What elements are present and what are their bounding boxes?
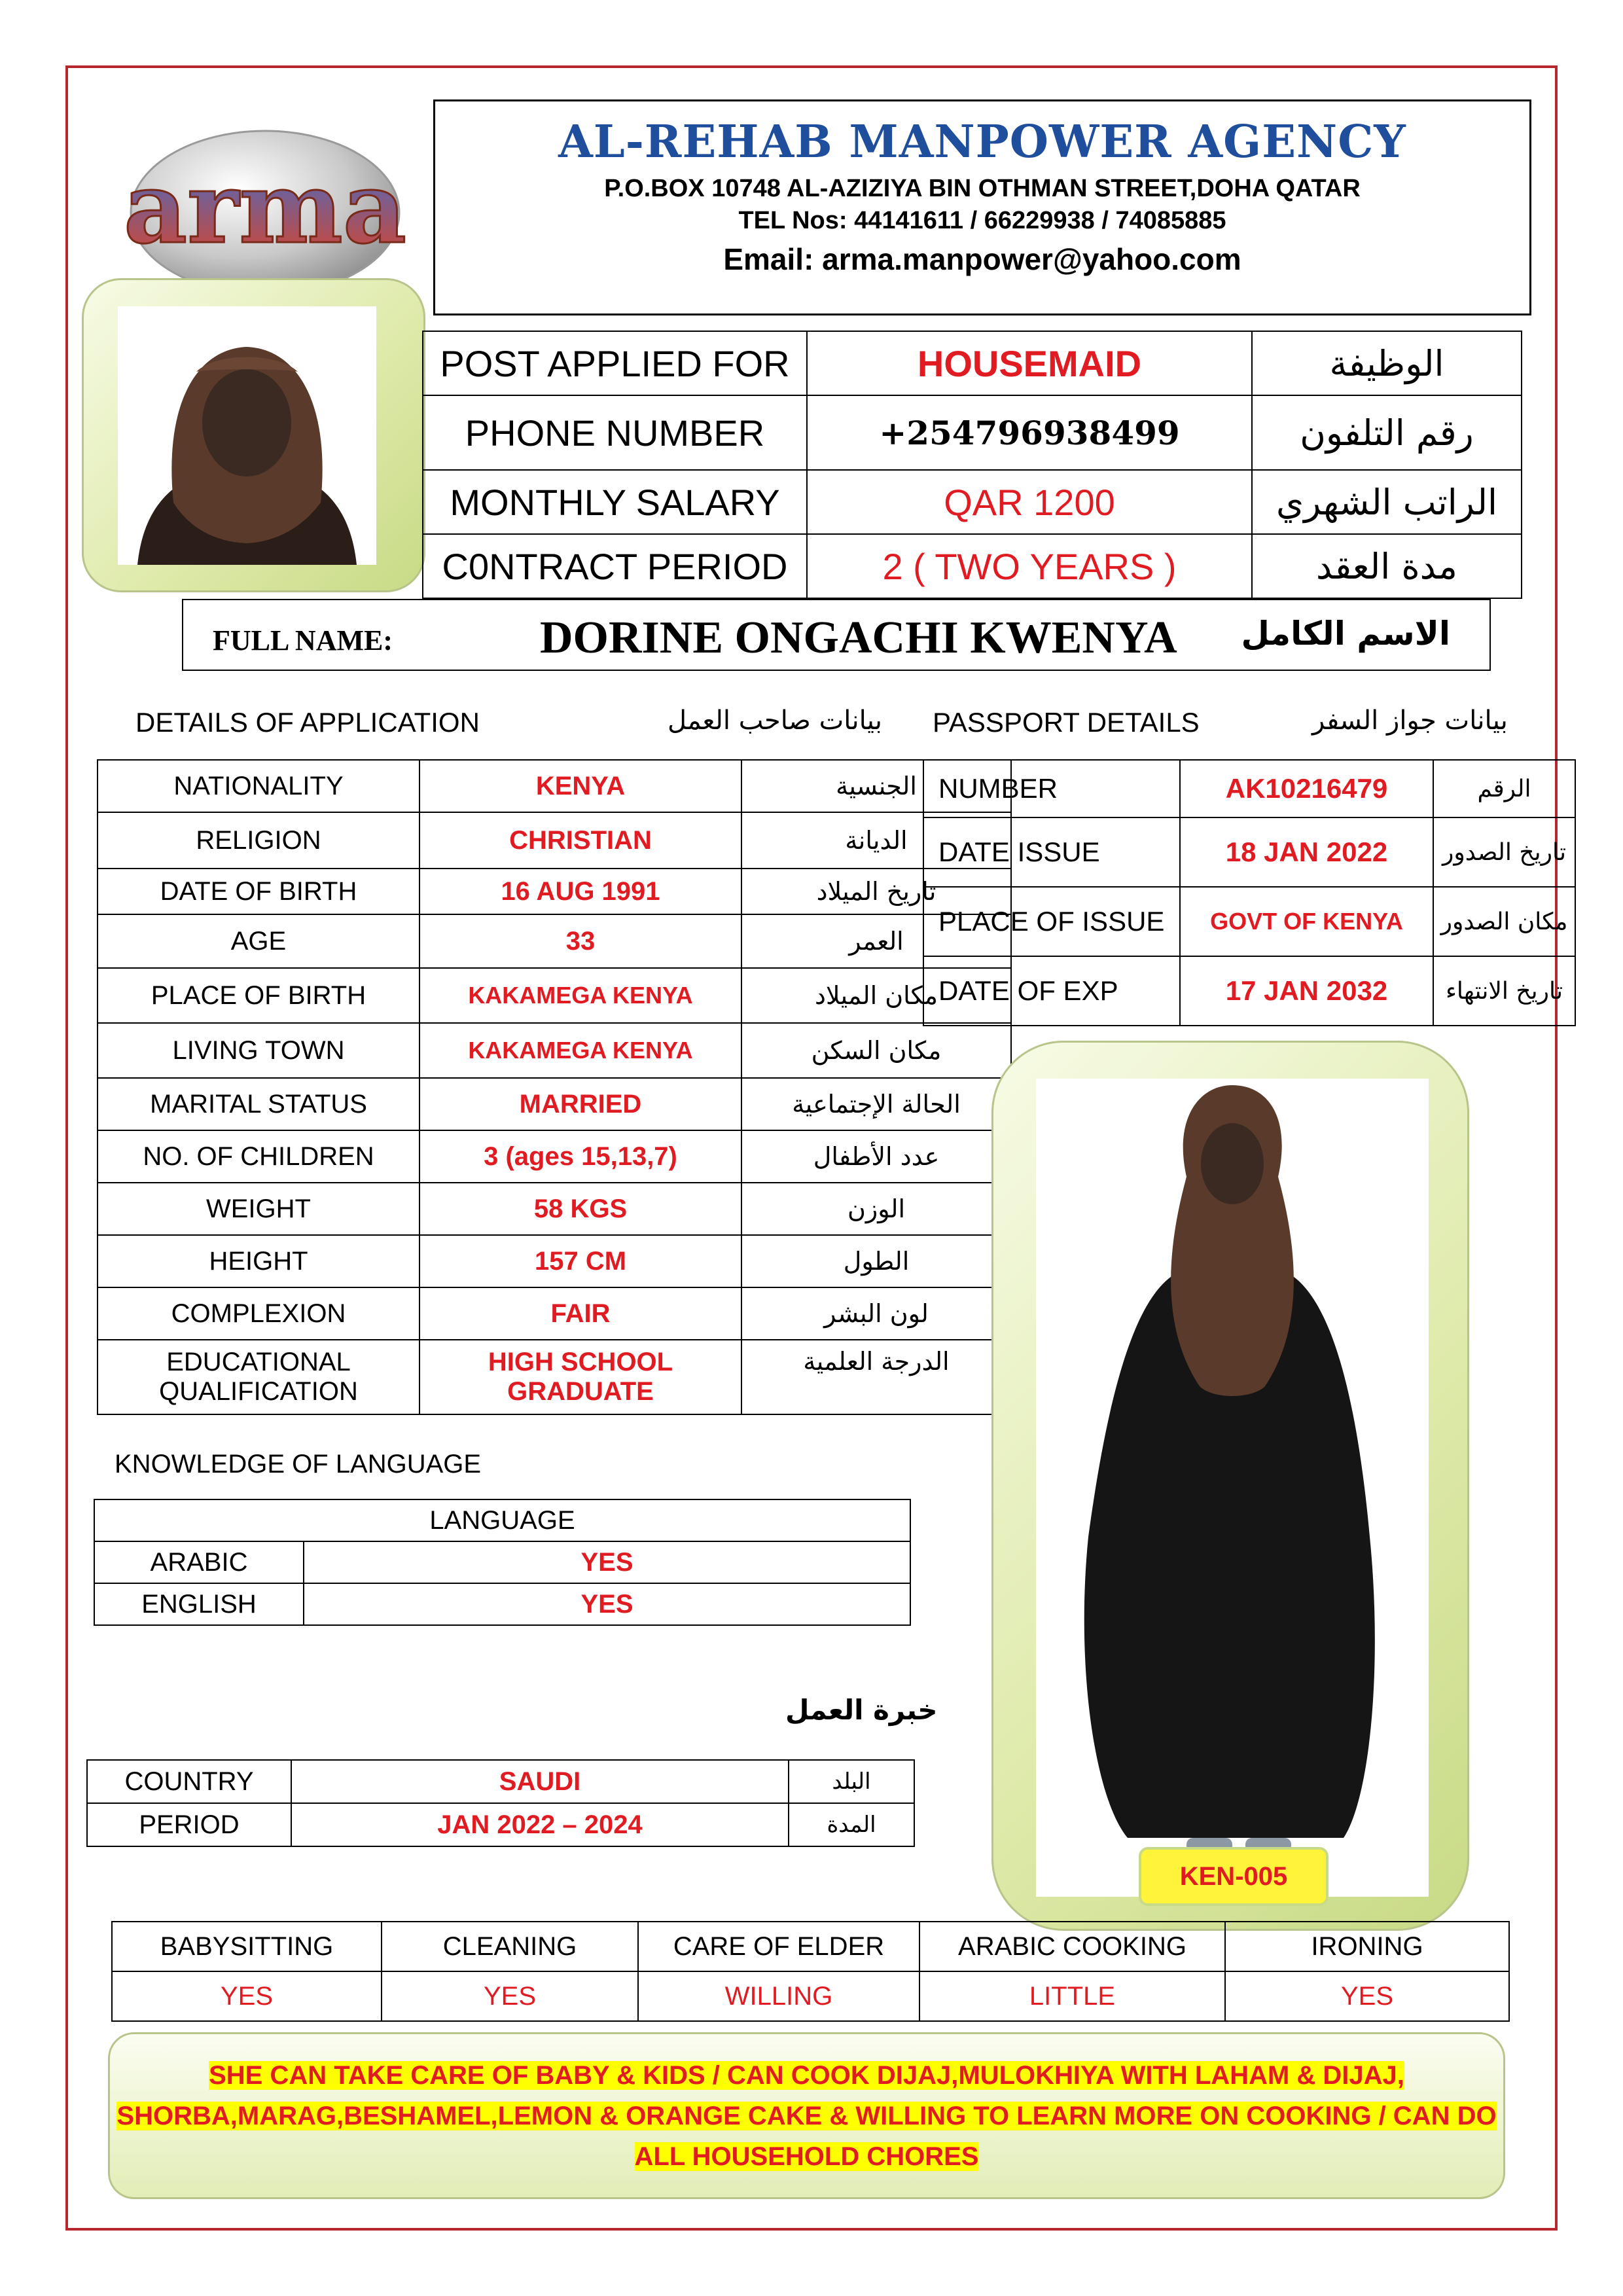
table-row [94,1583,910,1625]
skills-table [111,1921,1510,2022]
table-row [98,812,1011,869]
education-label: EDUCATIONAL QUALIFICATION [98,1340,419,1414]
country-value: SAUDI [291,1760,789,1803]
issue-date-value: 18 JAN 2022 [1180,817,1433,887]
remarks-line: SHE CAN TAKE CARE OF BABY & KIDS / CAN COOK DIJAJ,MULOKHIYA WITH LAHAM & DIJAJ, [209,2061,1404,2090]
issue-place-label: PLACE OF ISSUE [923,887,1180,956]
remarks-line: SHORBA,MARAG,BESHAMEL,LEMON & ORANGE CAKE & WILLING TO LEARN MORE ON COOKING / CAN DO [116,2102,1497,2130]
passport-number-label-ar: الرقم [1433,760,1575,817]
living-town-label: LIVING TOWN [98,1023,419,1078]
english-label: ENGLISH [94,1583,304,1625]
height-value: 157 CM [419,1235,741,1287]
full-name-value: DORINE ONGACHI KWENYA [540,613,1177,663]
country-label: COUNTRY [87,1760,291,1803]
language-header: LANGUAGE [94,1499,910,1541]
education-value: HIGH SCHOOL GRADUATE [419,1340,741,1414]
living-town-label-ar: مكان السكن [741,1023,1011,1078]
post-label: POST APPLIED FOR [423,331,807,395]
table-row [923,760,1575,817]
agency-address: P.O.BOX 10748 AL-AZIZIYA BIN OTHMAN STREET,DOHA QATAR [604,175,1361,202]
table-row [98,1130,1011,1183]
full-name-label-ar: الاسم الكامل [1241,615,1450,653]
portrait-photo-frame [82,278,425,592]
portrait-photo [118,306,376,565]
table-row [98,869,1011,914]
application-title-ar: بيانات صاحب العمل [668,706,882,736]
table-row [98,1078,1011,1130]
salary-label: MONTHLY SALARY [423,470,807,534]
arabic-label: ARABIC [94,1541,304,1583]
babysitting-value: YES [112,1971,382,2021]
agency-name: AL-REHAB MANPOWER AGENCY [558,116,1406,168]
full-body-photo [1036,1079,1429,1897]
dob-label: DATE OF BIRTH [98,869,419,914]
table-row [423,395,1522,470]
reference-code-badge: KEN-005 [1139,1847,1329,1906]
table-row [94,1499,910,1541]
age-value: 33 [419,914,741,968]
table-row [98,1235,1011,1287]
remarks-line: ALL HOUSEHOLD CHORES [634,2142,979,2171]
weight-label: WEIGHT [98,1183,419,1235]
position-info-table [422,331,1522,599]
english-value: YES [304,1583,910,1625]
arabic-value: YES [304,1541,910,1583]
age-label-ar: العمر [741,914,1011,968]
language-table [94,1499,911,1626]
contract-label-ar: مدة العقد [1252,534,1522,598]
period-label: PERIOD [87,1803,291,1846]
table-row [98,760,1011,812]
dob-label-ar: تاريخ الميلاد [741,869,1011,914]
arabic-cooking-value: LITTLE [919,1971,1225,2021]
language-title: KNOWLEDGE OF LANGUAGE [115,1450,482,1479]
height-label-ar: الطول [741,1235,1011,1287]
nationality-value: KENYA [419,760,741,812]
agency-email: Email: arma.manpower@yahoo.com [723,242,1241,276]
issue-place-value: GOVT OF KENYA [1180,887,1433,956]
ironing-value: YES [1225,1971,1509,2021]
agency-header [433,99,1531,315]
full-name-box [182,599,1491,671]
complexion-label-ar: لون البشر [741,1287,1011,1340]
education-label-ar: الدرجة العلمية [741,1340,1011,1414]
dob-value: 16 AUG 1991 [419,869,741,914]
phone-value: +254796938499 [807,395,1252,470]
elder-care-value: WILLING [638,1971,919,2021]
age-label: AGE [98,914,419,968]
table-row [112,1971,1509,2021]
children-label-ar: عدد الأطفال [741,1130,1011,1183]
table-row [112,1922,1509,1971]
post-label-ar: الوظيفة [1252,331,1522,395]
application-title: DETAILS OF APPLICATION [135,707,480,738]
table-row [923,887,1575,956]
application-details-table [97,759,1012,1415]
contract-label: C0NTRACT PERIOD [423,534,807,598]
table-row [423,470,1522,534]
period-value: JAN 2022 – 2024 [291,1803,789,1846]
phone-label: PHONE NUMBER [423,395,807,470]
contract-value: 2 ( TWO YEARS ) [807,534,1252,598]
table-row [923,956,1575,1026]
height-label: HEIGHT [98,1235,419,1287]
passport-number-value: AK10216479 [1180,760,1433,817]
table-row [98,914,1011,968]
table-row [423,331,1522,395]
elder-care-label: CARE OF ELDER [638,1922,919,1971]
full-body-photo-frame [991,1041,1469,1931]
birthplace-label-ar: مكان الميلاد [741,968,1011,1023]
ironing-label: IRONING [1225,1922,1509,1971]
table-row [98,968,1011,1023]
weight-value: 58 KGS [419,1183,741,1235]
phone-label-ar: رقم التلفون [1252,395,1522,470]
table-row [423,534,1522,598]
expiry-date-label-ar: تاريخ الانتهاء [1433,956,1575,1026]
arabic-cooking-label: ARABIC COOKING [919,1922,1225,1971]
cleaning-label: CLEANING [382,1922,638,1971]
experience-title-ar: خبرة العمل [785,1694,938,1726]
nationality-label-ar: الجنسية [741,760,1011,812]
passport-title: PASSPORT DETAILS [933,707,1200,738]
period-label-ar: المدة [789,1803,914,1846]
logo-text: arma [123,151,407,266]
cleaning-value: YES [382,1971,638,2021]
expiry-date-value: 17 JAN 2032 [1180,956,1433,1026]
religion-value: CHRISTIAN [419,812,741,869]
marital-value: MARRIED [419,1078,741,1130]
birthplace-value: KAKAMEGA KENYA [419,968,741,1023]
salary-label-ar: الراتب الشهري [1252,470,1522,534]
passport-title-ar: بيانات جواز السفر [1312,706,1508,736]
nationality-label: NATIONALITY [98,760,419,812]
table-row [98,1023,1011,1078]
children-label: NO. OF CHILDREN [98,1130,419,1183]
issue-date-label: DATE ISSUE [923,817,1180,887]
remarks-box [108,2032,1505,2199]
table-row [87,1803,914,1846]
marital-label-ar: الحالة الإجتماعية [741,1078,1011,1130]
children-value: 3 (ages 15,13,7) [419,1130,741,1183]
agency-phone: TEL Nos: 44141611 / 66229938 / 74085885 [738,207,1226,234]
religion-label: RELIGION [98,812,419,869]
salary-value: QAR 1200 [807,470,1252,534]
complexion-value: FAIR [419,1287,741,1340]
babysitting-label: BABYSITTING [112,1922,382,1971]
table-row [98,1183,1011,1235]
issue-date-label-ar: تاريخ الصدور [1433,817,1575,887]
post-value: HOUSEMAID [807,331,1252,395]
passport-details-table [923,759,1576,1026]
religion-label-ar: الديانة [741,812,1011,869]
passport-number-label: NUMBER [923,760,1180,817]
country-label-ar: البلد [789,1760,914,1803]
experience-table [86,1759,915,1847]
weight-label-ar: الوزن [741,1183,1011,1235]
table-row [98,1287,1011,1340]
full-name-label: FULL NAME: [213,624,393,656]
table-row [98,1340,1011,1414]
table-row [94,1541,910,1583]
living-town-value: KAKAMEGA KENYA [419,1023,741,1078]
marital-label: MARITAL STATUS [98,1078,419,1130]
birthplace-label: PLACE OF BIRTH [98,968,419,1023]
table-row [87,1760,914,1803]
issue-place-label-ar: مكان الصدور [1433,887,1575,956]
table-row [923,817,1575,887]
expiry-date-label: DATE OF EXP [923,956,1180,1026]
complexion-label: COMPLEXION [98,1287,419,1340]
